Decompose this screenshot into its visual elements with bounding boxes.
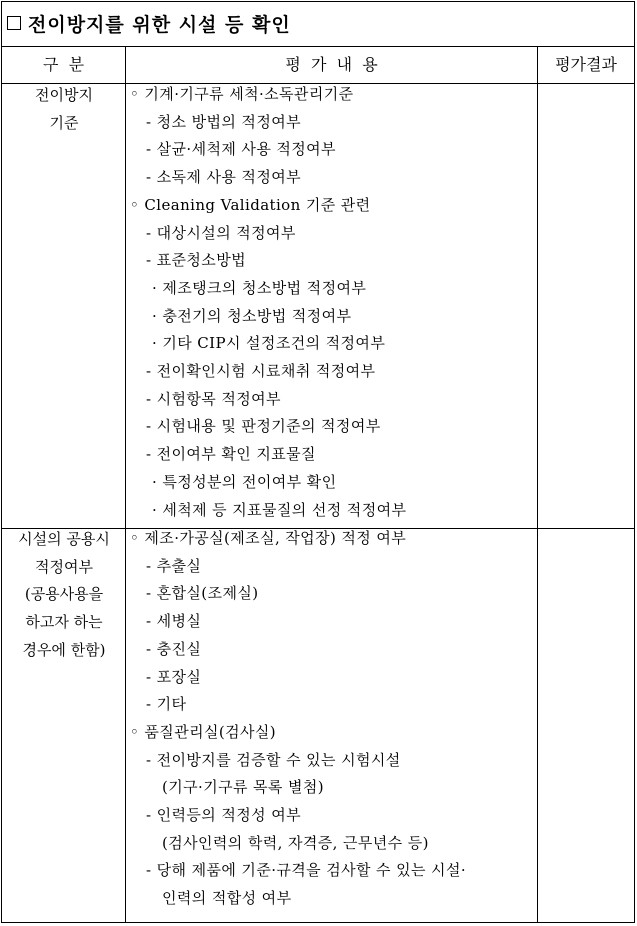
evaluation-item: (기구·기구류 목록 별첨) [162, 778, 325, 797]
category-label: 경우에 한함) [22, 640, 106, 659]
evaluation-item: - 대상시설의 적정여부 [146, 223, 296, 242]
evaluation-item: - 인력등의 적정성 여부 [146, 806, 301, 824]
evaluation-item: - 살균·세척제 사용 적정여부 [146, 140, 336, 159]
evaluation-item: - 시험항목 적정여부 [146, 389, 281, 408]
category-label: 기준 [49, 113, 79, 132]
evaluation-item: - 세병실 [146, 612, 202, 631]
evaluation-item: - 기타 [146, 695, 187, 714]
category-label: 시설의 공용시 [18, 530, 110, 548]
evaluation-item: · 세척제 등 지표물질의 선정 적정여부 [152, 500, 407, 519]
evaluation-item: - 추출실 [146, 556, 202, 575]
evaluation-item: - 충진실 [146, 639, 202, 658]
evaluation-item: - 소독제 사용 적정여부 [146, 168, 301, 187]
evaluation-item: · 충전기의 청소방법 적정여부 [152, 306, 352, 325]
evaluation-item: - 전이여부 확인 지표물질 [146, 445, 316, 464]
evaluation-item: · 기타 CIP시 설정조건의 적정여부 [152, 334, 386, 353]
category-label: (공용사용을 [24, 585, 104, 604]
category-label: 하고자 하는 [25, 613, 103, 632]
evaluation-item: · 제조탱크의 청소방법 적정여부 [152, 278, 367, 297]
evaluation-item: - 전이방지를 검증할 수 있는 시험시설 [146, 750, 401, 769]
evaluation-item: ◦ Cleaning Validation 기준 관련 [130, 195, 371, 214]
evaluation-item: - 포장실 [146, 667, 202, 686]
assessment-table [1, 1, 635, 923]
category-label: 적정여부 [35, 557, 93, 576]
column-divider [537, 47, 538, 922]
header-content: 평 가 내 용 [285, 55, 378, 74]
evaluation-item: - 청소 방법의 적정여부 [146, 112, 301, 131]
title-row [2, 2, 634, 47]
evaluation-item: ◦ 기계·기구류 세척·소독관리기준 [130, 85, 354, 103]
category-label: 전이방지 [35, 86, 93, 104]
evaluation-item: ◦ 제조·가공실(제조실, 작업장) 적정 여부 [130, 529, 407, 547]
evaluation-item: - 당해 제품에 기준·규격을 검사할 수 있는 시설· [146, 861, 467, 880]
column-divider [125, 47, 126, 922]
header-category: 구 분 [42, 55, 85, 74]
checkbox-square-icon [7, 16, 21, 30]
evaluation-item: · 특정성분의 전이여부 확인 [152, 472, 337, 491]
page-title: 전이방지를 위한 시설 등 확인 [28, 14, 291, 36]
evaluation-item: - 시험내용 및 판정기준의 적정여부 [146, 417, 381, 436]
evaluation-item: - 혼합실(조제실) [146, 584, 259, 603]
evaluation-item: ◦ 품질관리실(검사실) [130, 722, 277, 741]
evaluation-item: - 표준청소방법 [146, 251, 246, 270]
evaluation-item: 인력의 적합성 여부 [162, 889, 292, 908]
evaluation-item: - 전이확인시험 시료채취 적정여부 [146, 362, 376, 380]
evaluation-item: (검사인력의 학력, 자격증, 근무년수 등) [162, 833, 429, 852]
header-result: 평가결과 [555, 55, 617, 74]
